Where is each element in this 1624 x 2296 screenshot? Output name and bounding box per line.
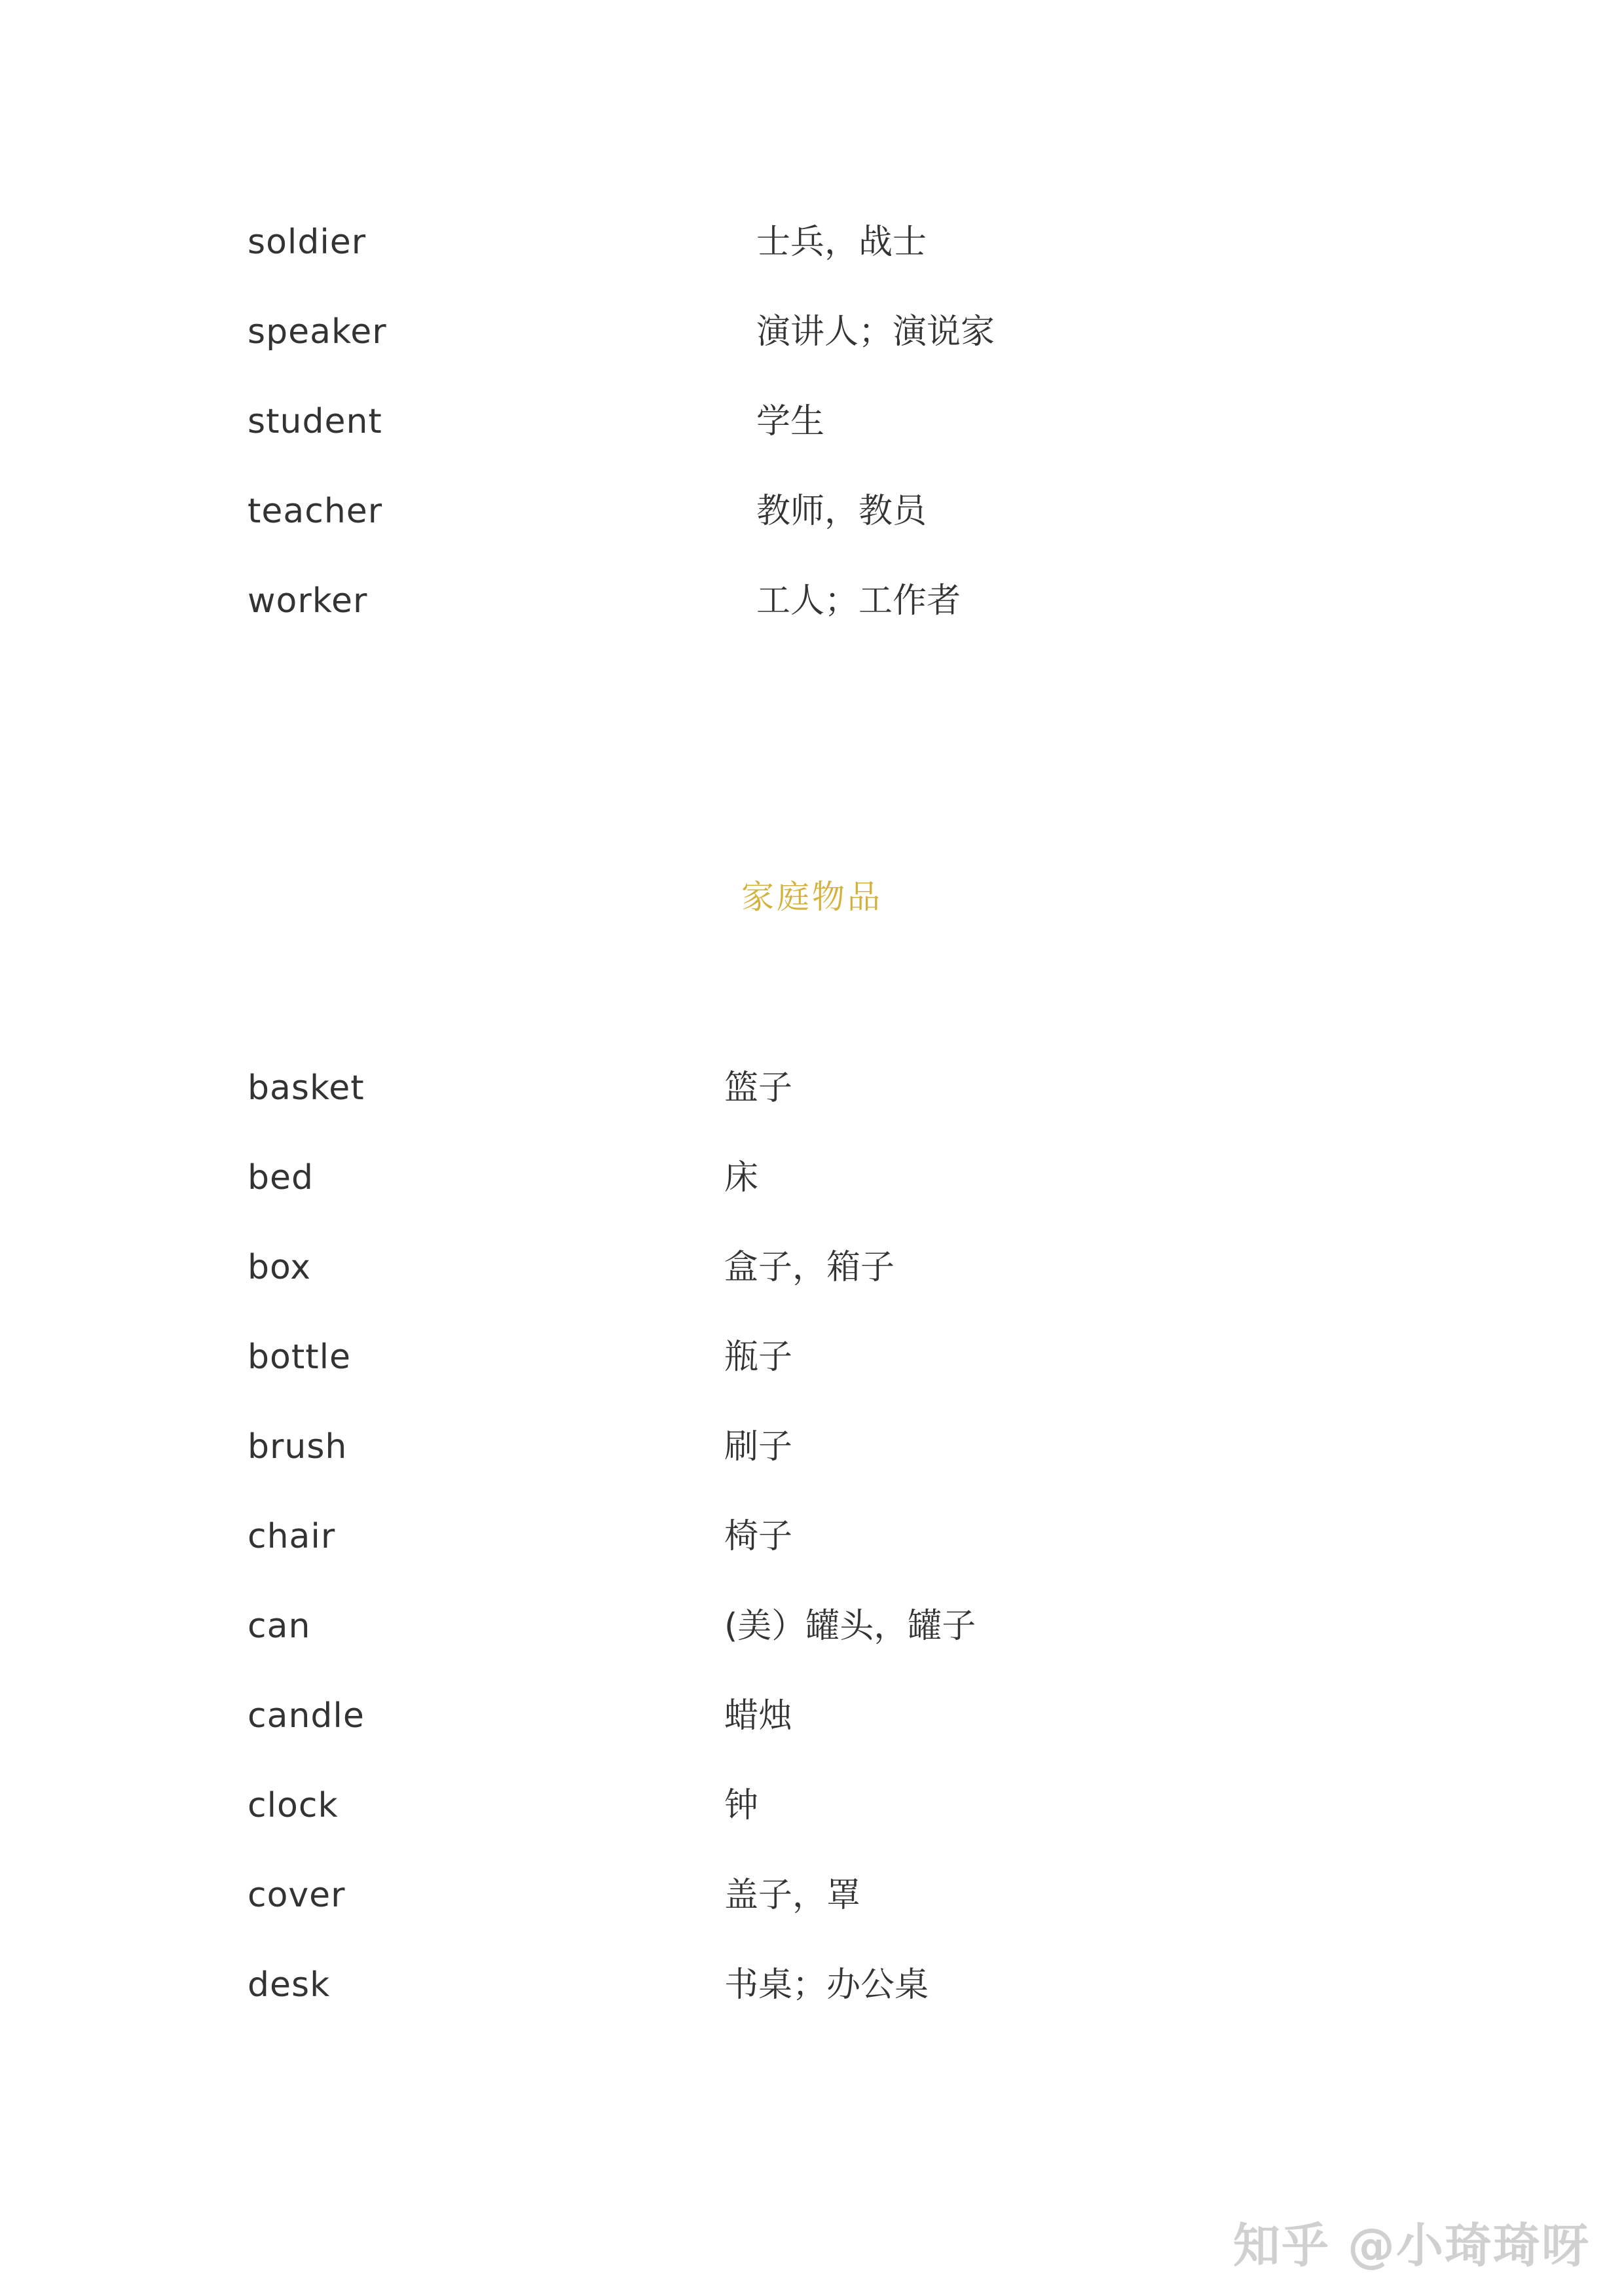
english-word: speaker [248,312,387,352]
english-word: bed [248,1158,314,1197]
chinese-meaning: 钟 [724,1786,759,1825]
chinese-meaning: 工人；工作者 [756,581,961,621]
english-word: student [248,402,382,441]
watermark: 知乎 @小琦琦呀 [1232,2218,1590,2273]
english-word: bottle [248,1338,352,1377]
vocab-row [0,485,1624,538]
chinese-meaning: 士兵，战士 [756,223,927,262]
vocab-row [0,1152,1624,1204]
english-word: brush [248,1427,348,1467]
vocab-row [0,1421,1624,1473]
vocab-row [0,1600,1624,1652]
english-word: cover [248,1876,346,1915]
chinese-meaning: 蜡烛 [724,1696,793,1736]
chinese-meaning: 盖子，罩 [724,1876,861,1915]
vocab-row [0,575,1624,627]
section-title: 家庭物品 [741,878,883,916]
vocab-row [0,395,1624,448]
vocab-row [0,1510,1624,1563]
chinese-meaning: 演讲人；演说家 [756,312,995,352]
vocab-row [0,306,1624,358]
chinese-meaning: 刷子 [724,1427,793,1467]
chinese-meaning: 椅子 [724,1517,793,1556]
vocab-row [0,1779,1624,1832]
vocab-row [0,1062,1624,1114]
vocab-row [0,1241,1624,1294]
vocab-row [0,1331,1624,1383]
chinese-meaning: 书桌；办公桌 [724,1965,929,2005]
vocab-row [0,1869,1624,1922]
english-word: soldier [248,223,367,262]
english-word: clock [248,1786,339,1825]
chinese-meaning: 瓶子 [724,1338,793,1377]
english-word: candle [248,1696,365,1736]
chinese-meaning: (美）罐头，罐子 [724,1607,976,1646]
english-word: basket [248,1068,365,1108]
chinese-meaning: 床 [724,1158,759,1197]
vocab-row [0,216,1624,268]
chinese-meaning: 学生 [756,402,825,441]
vocab-row [0,1690,1624,1742]
english-word: can [248,1607,311,1646]
english-word: box [248,1248,311,1287]
english-word: desk [248,1965,331,2005]
chinese-meaning: 篮子 [724,1068,793,1108]
english-word: worker [248,581,368,621]
english-word: chair [248,1517,336,1556]
chinese-meaning: 教师，教员 [756,492,927,531]
english-word: teacher [248,492,383,531]
chinese-meaning: 盒子，箱子 [724,1248,895,1287]
vocab-row [0,1959,1624,2011]
